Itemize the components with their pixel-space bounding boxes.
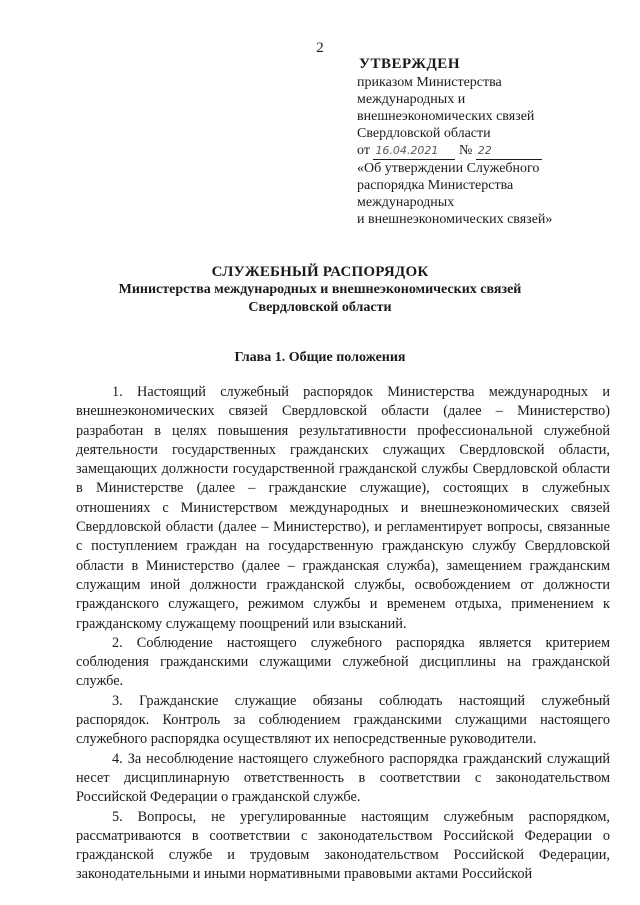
handwritten-date: 16.04.2021 bbox=[373, 142, 455, 160]
approval-line: внешнеэкономических связей bbox=[357, 109, 535, 124]
subject-line: международных bbox=[357, 195, 455, 210]
subject-line: распорядка Министерства bbox=[357, 178, 514, 193]
approval-line: приказом Министерства bbox=[357, 75, 502, 90]
page-number: 2 bbox=[316, 40, 324, 56]
paragraph: 1. Настоящий служебный распорядок Министерства международных и внешнеэкономических связей Свердловской области (далее – Министерство) разработан в целях повышения результативности профессиональной служебной деятельности государственных гражданских служащих Свердловской области, замещающих должности государственной гражданской службы Свердловской области в Министерстве (далее – гражданские служащие), состоящих в служебных отношениях с Министерством международных и внешнеэкономических связей Свердловской области (далее – Министерство), и регламентирует вопросы, связанные с поступлением граждан на государственную гражданскую службу Свердловской области в Министерство (далее – гражданская служба), замещением гражданским служащим иной должности гражданской службы, освобождением от должности гражданского служащего, режимом службы и временем отдыха, применением к гражданскому служащему поощрений или взысканий. bbox=[76, 384, 610, 632]
paragraph: 4. За несоблюдение настоящего служебного распорядка гражданский служащий несет дисциплинарную ответственность в соответствии с законодательством Российской Федерации о гражданской службе. bbox=[76, 750, 610, 806]
title-line-2: Министерства международных и внешнеэкономических связей bbox=[118, 282, 522, 297]
title-line-3: Свердловской области bbox=[248, 300, 392, 315]
order-date-number-line bbox=[357, 142, 607, 160]
approval-stamp-block bbox=[357, 56, 607, 228]
number-label: № bbox=[458, 143, 473, 158]
paragraph: 3. Гражданские служащие обязаны соблюдать настоящий служебный распорядок. Контроль за соблюдением гражданскими служащими настоящего служебного распорядка осуществляют их непосредственные руководители. bbox=[76, 692, 610, 748]
document-title bbox=[0, 263, 640, 317]
approval-line: Свердловской области bbox=[357, 126, 491, 141]
approval-line: международных и bbox=[357, 92, 466, 107]
document-body bbox=[76, 383, 610, 885]
handwritten-number: 22 bbox=[476, 142, 542, 160]
paragraph: 2. Соблюдение настоящего служебного распорядка является критерием соблюдения гражданскими служащими служебной дисциплины на гражданской службе. bbox=[76, 634, 610, 690]
subject-line: и внешнеэкономических связей» bbox=[357, 212, 553, 227]
from-label: от bbox=[357, 143, 370, 158]
chapter-heading: Глава 1. Общие положения bbox=[234, 350, 406, 365]
paragraph: 5. Вопросы, не урегулированные настоящим служебным распорядком, рассматриваются в соответствии с законодательством Российской Федерации о гражданской службе и трудовым законодательством Российской Федерации, законодательными и иными нормативными правовыми актами Российской bbox=[76, 808, 610, 883]
title-line-1: СЛУЖЕБНЫЙ РАСПОРЯДОК bbox=[211, 264, 429, 280]
subject-line: «Об утверждении Служебного bbox=[357, 161, 540, 176]
approved-heading: УТВЕРЖДЕН bbox=[359, 56, 460, 72]
